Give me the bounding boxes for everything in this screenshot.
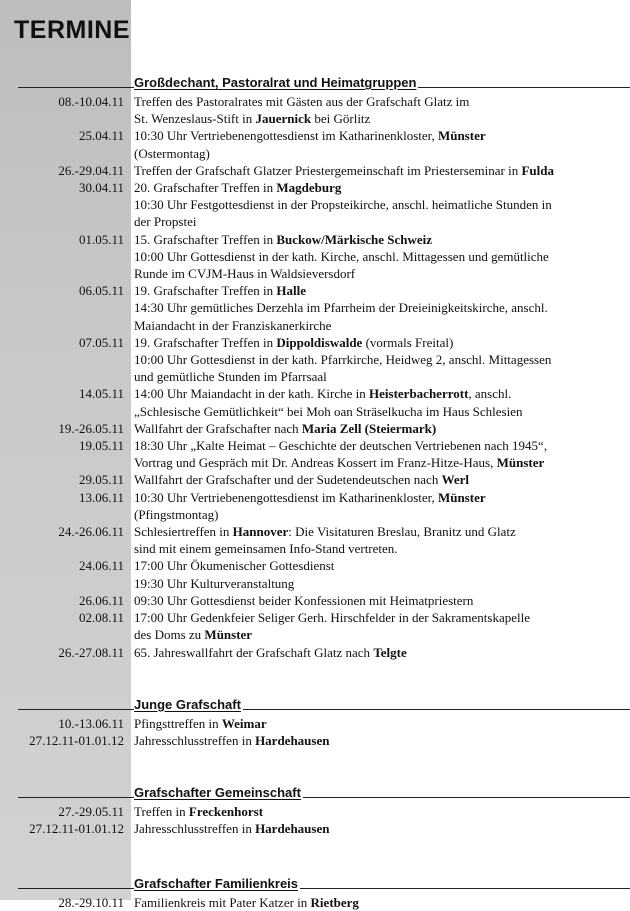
entry-place: Münster	[204, 627, 253, 643]
section-rule	[18, 709, 630, 710]
schedule-entry	[0, 93, 630, 127]
entry-line: Familienkreis mit Pater Katzer in Rietberg	[134, 894, 359, 910]
entry-date: 13.06.11	[78, 489, 124, 505]
schedule-entry	[0, 803, 630, 820]
entry-description	[134, 820, 630, 837]
entry-line: 17:00 Uhr Gedenkfeier Seliger Gerh. Hirschfelder in der Sakramentskapelle	[134, 610, 530, 626]
entry-line: 15. Grafschafter Treffen in Buckow/Märkische Schweiz	[134, 231, 432, 247]
entry-place: Buckow/Märkische Schweiz	[276, 231, 432, 247]
section-title: Großdechant, Pastoralrat und Heimatgruppen	[134, 75, 417, 90]
entry-date: 26.06.11	[78, 592, 124, 608]
entry-description	[134, 715, 630, 732]
entry-date: 10.-13.06.11	[58, 715, 124, 731]
entry-date: 27.12.11-01.01.12	[29, 732, 124, 748]
entry-line: Wallfahrt der Grafschafter und der Sudetendeutschen nach Werl	[134, 472, 470, 488]
schedule-entry	[0, 557, 630, 591]
entry-date: 07.05.11	[78, 334, 124, 350]
schedule-entry	[0, 592, 630, 609]
entry-line: 10:00 Uhr Gottesdienst in der kath. Kirche, anschl. Mittagessen und gemütliche	[134, 248, 549, 264]
entry-description	[134, 489, 630, 523]
entry-description	[134, 644, 630, 661]
schedule-entry	[0, 894, 630, 911]
entry-line: Runde im CVJM-Haus in Waldsieversdorf	[134, 266, 356, 282]
entry-date: 27.12.11-01.01.12	[29, 821, 124, 837]
entry-place: Werl	[441, 472, 470, 488]
section-header	[0, 695, 630, 713]
entry-line: 19. Grafschafter Treffen in Dippoldiswalde (vormals Freital)	[134, 334, 454, 350]
entry-place: Münster	[437, 128, 486, 144]
entry-line: 20. Grafschafter Treffen in Magdeburg	[134, 180, 342, 196]
entry-line: 10:30 Uhr Vertriebenengottesdienst im Katharinenkloster, Münster	[134, 128, 486, 144]
entry-date: 30.04.11	[78, 180, 124, 196]
entry-date: 19.05.11	[78, 438, 124, 454]
entry-line: 19. Grafschafter Treffen in Halle	[134, 283, 306, 299]
entry-place: Münster	[437, 489, 486, 505]
entry-description	[134, 437, 630, 471]
entry-place: Hardehausen	[255, 732, 330, 748]
schedule-entry	[0, 282, 630, 334]
entry-place: Telgte	[373, 644, 407, 660]
entry-line: 14:00 Uhr Maiandacht in der kath. Kirche in Heisterbacherrott, anschl.	[134, 386, 512, 402]
entry-date: 01.05.11	[78, 231, 124, 247]
entry-line: (Ostermontag)	[134, 145, 210, 161]
entry-line: Maiandacht in der Franziskanerkirche	[134, 317, 332, 333]
entry-place: Maria Zell (Steiermark)	[301, 420, 437, 436]
entry-date: 14.05.11	[78, 386, 124, 402]
entry-line: 09:30 Uhr Gottesdienst beider Konfessionen mit Heimatpriestern	[134, 592, 474, 608]
entry-place: Magdeburg	[276, 180, 342, 196]
schedule-entry	[0, 420, 630, 437]
entry-line: der Propstei	[134, 214, 197, 230]
entry-date: 02.08.11	[78, 610, 124, 626]
entry-date: 24.-26.06.11	[58, 524, 124, 540]
entry-date: 19.-26.05.11	[58, 420, 124, 436]
schedule-entry	[0, 471, 630, 488]
entry-line: des Doms zu Münster	[134, 627, 253, 643]
entry-description	[134, 93, 630, 127]
entry-description	[134, 282, 630, 334]
section-title: Junge Grafschaft	[134, 696, 241, 712]
section-header	[0, 73, 630, 91]
entry-description	[134, 420, 630, 437]
entry-place: Münster	[496, 455, 545, 471]
entry-line: 19:30 Uhr Kulturveranstaltung	[134, 575, 295, 591]
schedule-entry	[0, 523, 630, 557]
entry-description	[134, 592, 630, 609]
schedule-entry	[0, 609, 630, 643]
section-rule	[18, 888, 630, 889]
entry-line: Treffen der Grafschaft Glatzer Priestergemeinschaft im Priesterseminar in Fulda	[134, 162, 554, 178]
section-header	[0, 783, 630, 801]
entry-line: 14:30 Uhr gemütliches Derzehla im Pfarrheim der Dreieinigkeitskirche, anschl.	[134, 300, 548, 316]
entry-date: 27.-29.05.11	[58, 804, 124, 820]
page-title: TERMINE	[14, 16, 130, 44]
entry-place: Hannover	[232, 524, 289, 540]
entry-line: (Pfingstmontag)	[134, 506, 219, 522]
schedule-entry	[0, 644, 630, 661]
entry-place: Rietberg	[310, 894, 359, 910]
schedule-entry	[0, 162, 630, 179]
section-gap	[0, 838, 630, 874]
schedule-entry	[0, 127, 630, 161]
section-title: Grafschafter Familienkreis	[134, 875, 299, 891]
section-header	[0, 874, 630, 892]
entry-description	[134, 385, 630, 419]
schedule-entry	[0, 385, 630, 419]
entry-line: Jahresschlusstreffen in Hardehausen	[134, 732, 330, 748]
section-gap	[0, 749, 630, 783]
entry-date: 25.04.11	[78, 128, 124, 144]
entry-place: Dippoldiswalde	[276, 334, 363, 350]
entry-line: 10:00 Uhr Gottesdienst in der kath. Pfarrkirche, Heidweg 2, anschl. Mittagessen	[134, 352, 552, 368]
entry-line: Wallfahrt der Grafschafter nach Maria Zell (Steiermark)	[134, 420, 437, 436]
entry-line: 10:30 Uhr Festgottesdienst in der Propsteikirche, anschl. heimatliche Stunden in	[134, 197, 552, 213]
entry-date: 28.-29.10.11	[58, 894, 124, 910]
entry-line: Treffen des Pastoralrates mit Gästen aus der Grafschaft Glatz im	[134, 94, 470, 109]
schedule-entry	[0, 437, 630, 471]
entry-line: 65. Jahreswallfahrt der Grafschaft Glatz nach Telgte	[134, 644, 407, 660]
entry-description	[134, 609, 630, 643]
section	[0, 695, 630, 749]
schedule-entry	[0, 732, 630, 749]
schedule-entry	[0, 334, 630, 386]
section	[0, 73, 630, 661]
entry-line: Pfingsttreffen in Weimar	[134, 715, 267, 731]
entry-line: 17:00 Uhr Ökumenischer Gottesdienst	[134, 558, 335, 574]
entry-description	[134, 471, 630, 488]
entry-description	[134, 894, 630, 911]
entry-line: 10:30 Uhr Vertriebenengottesdienst im Katharinenkloster, Münster	[134, 489, 486, 505]
entry-place: Freckenhorst	[188, 804, 264, 820]
entry-description	[134, 127, 630, 161]
entry-description	[134, 162, 630, 179]
entry-date: 08.-10.04.11	[58, 94, 124, 109]
entry-line: St. Wenzeslaus-Stift in Jauernick bei Görlitz	[134, 111, 371, 127]
entry-date: 26.-27.08.11	[58, 644, 124, 660]
entry-date: 29.05.11	[78, 472, 124, 488]
schedule-entry	[0, 231, 630, 283]
section-rule	[18, 797, 630, 798]
entry-line: und gemütliche Stunden im Pfarrsaal	[134, 369, 327, 385]
entry-description	[134, 557, 630, 591]
section-gap	[0, 661, 630, 695]
entry-description	[134, 523, 630, 557]
schedule-entry	[0, 179, 630, 231]
entry-description	[134, 231, 630, 283]
entry-line: Jahresschlusstreffen in Hardehausen	[134, 821, 330, 837]
entry-place: Hardehausen	[255, 821, 330, 837]
entry-line: Schlesiertreffen in Hannover: Die Visitaturen Breslau, Branitz und Glatz	[134, 524, 516, 540]
entry-date: 06.05.11	[78, 283, 124, 299]
entry-place: Weimar	[221, 715, 267, 731]
schedule-entry	[0, 715, 630, 732]
schedule-entry	[0, 820, 630, 837]
entry-description	[134, 179, 630, 231]
entry-description	[134, 803, 630, 820]
entry-line: 18:30 Uhr „Kalte Heimat – Geschichte der deutschen Vertriebenen nach 1945“,	[134, 438, 548, 454]
entry-line: sind mit einem gemeinsamen Info-Stand vertreten.	[134, 541, 398, 557]
entry-description	[134, 334, 630, 386]
entry-place: Fulda	[521, 162, 554, 178]
section-title: Grafschafter Gemeinschaft	[134, 785, 301, 801]
entry-line: „Schlesische Gemütlichkeit“ bei Moh oan Sträselkucha im Haus Schlesien	[134, 403, 523, 419]
schedule-entry	[0, 489, 630, 523]
section	[0, 874, 630, 911]
section	[0, 783, 630, 837]
entry-place: Heisterbacherrott	[369, 386, 469, 402]
schedule-content	[0, 73, 630, 911]
entry-date: 24.06.11	[78, 558, 124, 574]
entry-place: Halle	[276, 283, 306, 299]
entry-line: Vortrag und Gespräch mit Dr. Andreas Kossert im Franz-Hitze-Haus, Münster	[134, 455, 545, 471]
entry-description	[134, 732, 630, 749]
entry-date: 26.-29.04.11	[58, 162, 124, 178]
entry-place: Jauernick	[255, 111, 312, 127]
entry-line: Treffen in Freckenhorst	[134, 804, 264, 820]
